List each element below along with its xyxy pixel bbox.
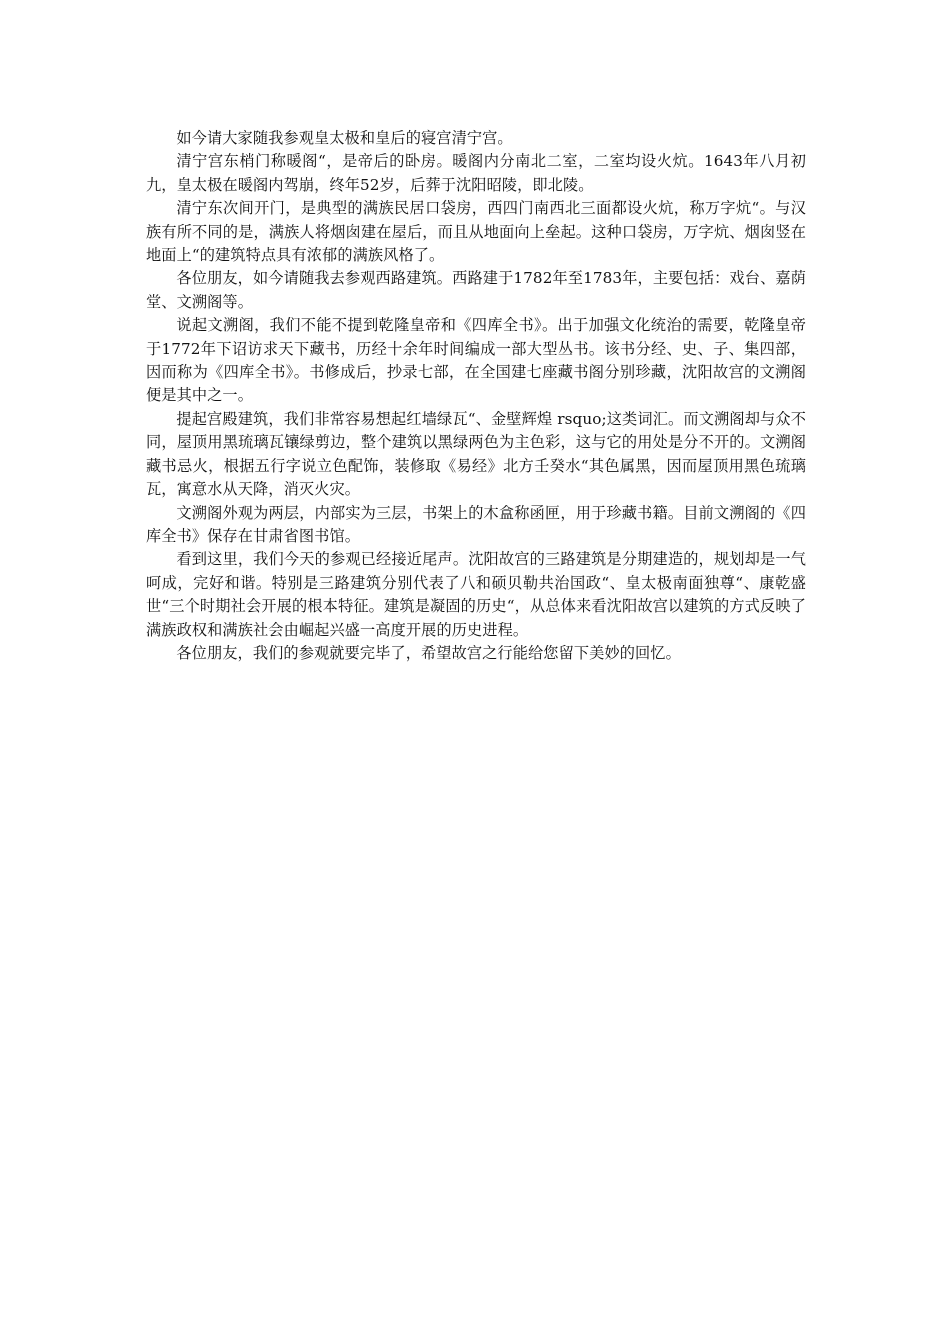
paragraph-4: 各位朋友，如今请随我去参观西路建筑。西路建于1782年至1783年，主要包括：戏台、嘉荫堂、文溯阁等。 <box>146 269 806 311</box>
paragraph-9: 各位朋友，我们的参观就要完毕了，希望故宫之行能给您留下美妙的回忆。 <box>176 643 681 662</box>
paragraph-8: 看到这里，我们今天的参观已经接近尾声。沈阳故宫的三路建筑是分期建造的，规划却是一气呵成，完好和谐。特别是三路建筑分别代表了八和硕贝勒共治国政“、皇太极南面独尊“、康乾盛世“三个时期社会开展的根本特征。建筑是凝固的历史“，从总体来看沈阳故宫以建筑的方式反映了满族政权和满族社会由崛起兴盛一高度开展的历史进程。 <box>146 550 806 639</box>
paragraph-1: 如今请大家随我参观皇太极和皇后的寝宫清宁宫。 <box>176 129 513 147</box>
document-body <box>146 127 806 665</box>
paragraph-6: 提起宫殿建筑，我们非常容易想起红墙绿瓦“、金壁辉煌 rsquo;这类词汇。而文溯阁却与众不同，屋顶用黑琉璃瓦镶绿剪边，整个建筑以黑绿两色为主色彩，这与它的用处是分不开的。文溯阁藏书忌火，根据五行字说立色配饰，装修取《易经》北方壬癸水“其色属黑，因而屋顶用黑色琉璃瓦，寓意水从天降，消灭火灾。 <box>146 409 806 499</box>
paragraph-2: 清宁宫东梢门称暖阁“，是帝后的卧房。暖阁内分南北二室，二室均设火炕。1643年八月初九，皇太极在暖阁内驾崩，终年52岁，后葬于沈阳昭陵，即北陵。 <box>146 152 806 194</box>
paragraph-5: 说起文溯阁，我们不能不提到乾隆皇帝和《四库全书》。出于加强文化统治的需要，乾隆皇帝于1772年下诏访求天下藏书，历经十余年时间编成一部大型丛书。该书分经、史、子、集四部，因而称为《四库全书》。书修成后，抄录七部，在全国建七座藏书阁分别珍藏，沈阳故宫的文溯阁便是其中之一。 <box>146 316 806 405</box>
paragraph-7: 文溯阁外观为两层，内部实为三层，书架上的木盒称函匣，用于珍藏书籍。目前文溯阁的《四库全书》保存在甘肃省图书馆。 <box>146 503 806 545</box>
paragraph-3: 清宁东次间开门，是典型的满族民居口袋房，西四门南西北三面都设火炕，称万字炕“。与汉族有所不同的是，满族人将烟囱建在屋后，而且从地面向上垒起。这种口袋房，万字炕、烟囱竖在地面上“的建筑特点具有浓郁的满族风格了。 <box>146 199 806 265</box>
